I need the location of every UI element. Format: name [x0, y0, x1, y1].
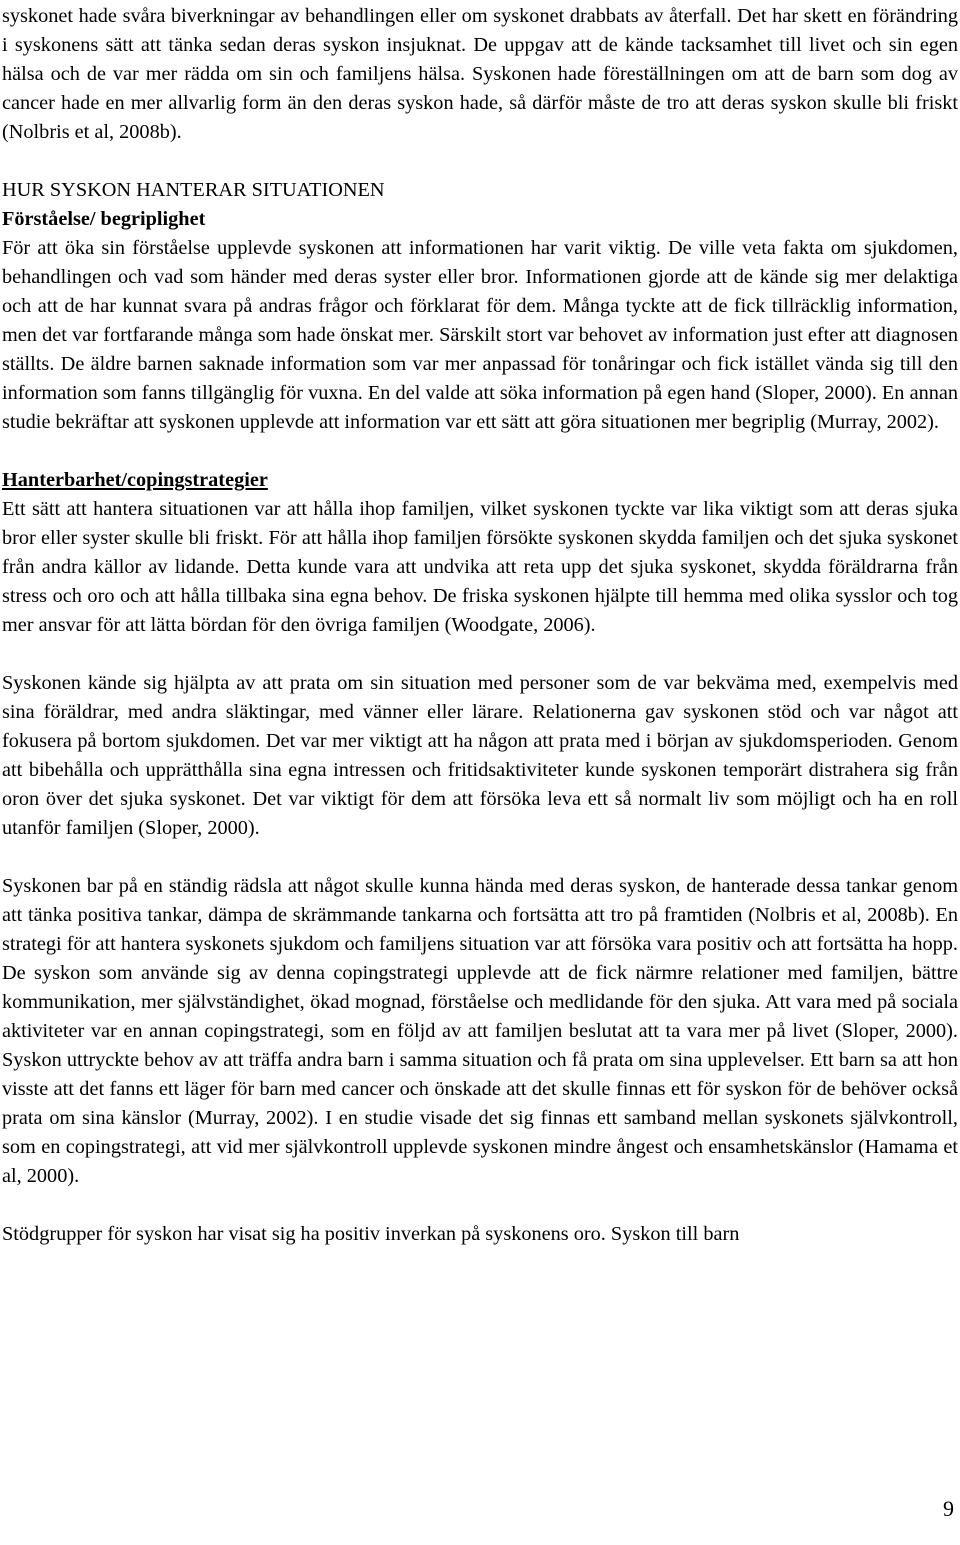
- subheading-coping: Hanterbarhet/copingstrategier: [2, 469, 268, 491]
- paragraph-support-groups: Stödgrupper för syskon har visat sig ha positiv inverkan på syskonens oro. Syskon till barn: [2, 1223, 740, 1245]
- section-heading: HUR SYSKON HANTERAR SITUATIONEN: [2, 179, 385, 201]
- intro-paragraph: syskonet hade svåra biverkningar av behandlingen eller om syskonet drabbats av återfall. Det har skett en förändring i syskonens sätt att tänka sedan deras syskon insjuknat. De uppgav att de kände tacksamhet till livet och sin egen hälsa och de var mer rädda om sin och familjens hälsa. Syskonen hade föreställningen om att de barn som dog av cancer hade en mer allvarlig form än den deras syskon hade, så därför måste de tro att deras syskon skulle bli friskt (Nolbris et al, 2008b).: [2, 5, 958, 143]
- paragraph-coping-talking: Syskonen kände sig hjälpta av att prata om sin situation med personer som de var bekväma med, exempelvis med sina föräldrar, med andra släktingar, med vänner eller lärare. Relationerna gav syskonen stöd och var något att fokusera på bortom sjukdomen. Det var mer viktigt att ha någon att prata med i början av sjukdomsperioden. Genom att bibehålla och upprätthålla sina egna intressen och fritidsaktiviteter kunde syskonen temporärt distrahera sig från oron över det sjuka syskonet. Det var viktigt för dem att försöka leva ett så normalt liv som möjligt och ha en roll utanför familjen (Sloper, 2000).: [2, 672, 958, 839]
- paragraph-understanding: För att öka sin förståelse upplevde syskonen att informationen har varit viktig. De ville veta fakta om sjukdomen, behandlingen och vad som händer med deras syster eller bror. Informationen gjorde att de kände sig mer delaktiga och att de har kunnat svara på andras frågor och förklarat för dem. Många tyckte att de fick tillräcklig information, men det var fortfarande många som hade önskat mer. Särskilt stort var behovet av information just efter att diagnosen ställts. De äldre barnen saknade information som var mer anpassad för tonåringar och fick istället vända sig till den information som fanns tillgänglig för vuxna. En del valde att söka information på egen hand (Sloper, 2000). En annan studie bekräftar att syskonen upplevde att information var ett sätt att göra situationen mer begriplig (Murray, 2002).: [2, 237, 958, 433]
- paragraph-coping-family: Ett sätt att hantera situationen var att hålla ihop familjen, vilket syskonen tyckte var lika viktigt som att deras sjuka bror eller syster skulle bli friskt. För att hålla ihop familjen försökte syskonen skydda familjen och det sjuka syskonet från andra källor av lidande. Detta kunde vara att undvika att reta upp det sjuka syskonet, skydda föräldrarna från stress och oro och att hålla tillbaka sina egna behov. De friska syskonen hjälpte till hemma med olika sysslor och tog mer ansvar för att lätta bördan för den övriga familjen (Woodgate, 2006).: [2, 498, 958, 636]
- page-body: [2, 2, 958, 1249]
- subheading-understanding: Förståelse/ begriplighet: [2, 208, 206, 230]
- paragraph-coping-fear: Syskonen bar på en ständig rädsla att något skulle kunna hända med deras syskon, de hanterade dessa tankar genom att tänka positiva tankar, dämpa de skrämmande tankarna och fortsätta att tro på framtiden (Nolbris et al, 2008b). En strategi för att hantera syskonets sjukdom och familjens situation var att försöka vara positiv och att fortsätta ha hopp. De syskon som använde sig av denna copingstrategi upplevde att de fick närmre relationer med familjen, bättre kommunikation, mer självständighet, ökad mognad, förståelse och medlidande för den sjuka. Att vara med på sociala aktiviteter var en annan copingstrategi, som en följd av att familjen beslutat att ta vara mer på livet (Sloper, 2000). Syskon uttryckte behov av att träffa andra barn i samma situation och få prata om sina upplevelser. Ett barn sa att hon visste att det fanns ett läger för barn med cancer och önskade att det skulle finnas ett för syskon för de behöver också prata om sina känslor (Murray, 2002). I en studie visade det sig finnas ett samband mellan syskonets självkontroll, som en copingstrategi, att vid mer självkontroll upplevde syskonen mindre ångest och ensamhetskänslor (Hamama et al, 2000).: [2, 875, 958, 1187]
- page-number: 9: [943, 1496, 954, 1521]
